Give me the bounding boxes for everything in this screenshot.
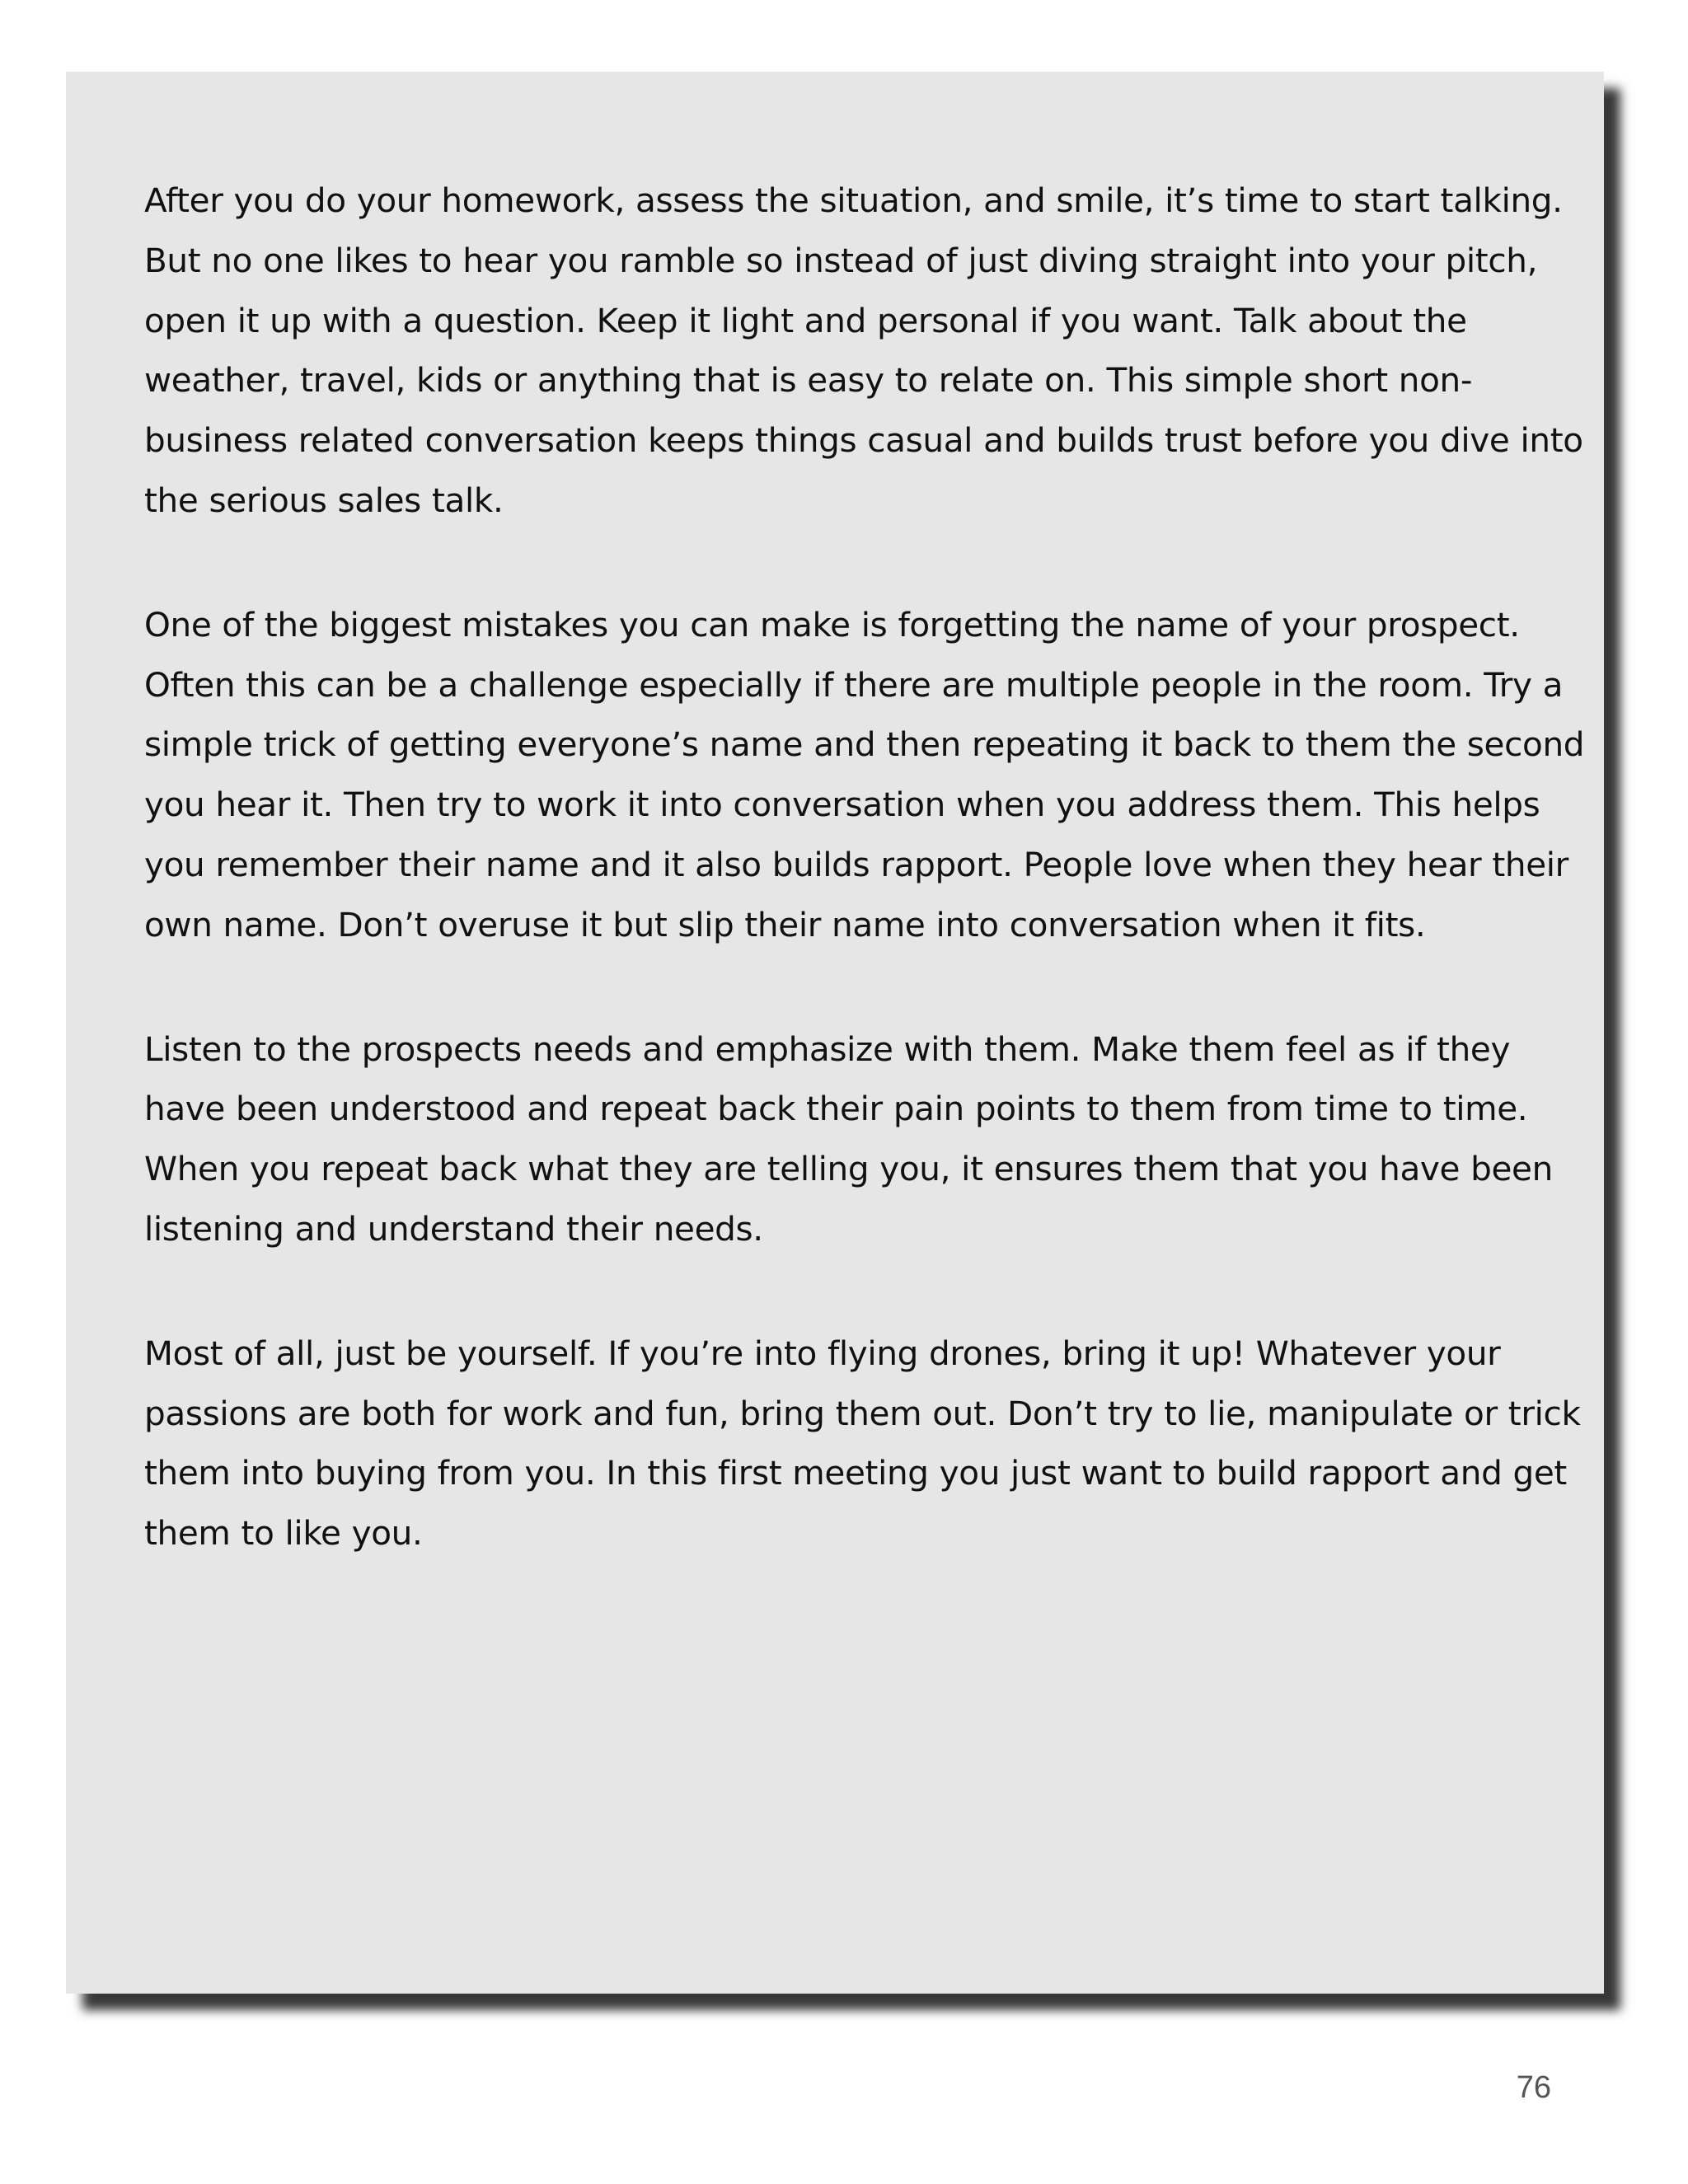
page-number: 76 [1516, 2070, 1551, 2105]
paragraph-4: Most of all, just be yourself. If you’re into flying drones, bring it up! Whatever your passions are both for work and fun, bring them out. Don’t try to lie, manipulate or trick them into buying from you. In this first meeting you just want to build rapport and get them to like you. [144, 1333, 1581, 1554]
paragraph-1: After you do your homework, assess the situation, and smile, it’s time to start talking. But no one likes to hear you ramble so instead of just diving straight into your pitch, open it up with a question. Keep it light and personal if you want. Talk about the weather, travel, kids or anything that is easy to relate on. This simple short non-business related conversation keeps things casual and builds trust before you dive into the serious sales talk. [144, 180, 1583, 520]
paragraph-2: One of the biggest mistakes you can make is forgetting the name of your prospect. Often this can be a challenge especially if there are multiple people in the room. Try a simple trick of getting everyone’s name and then repeating it back to them the second you hear it. Then try to work it into conversation when you address them. This helps you remember their name and it also builds rapport. People love when they hear their own name. Don’t overuse it but slip their name into conversation when it fits. [144, 604, 1585, 944]
page-content [144, 171, 1595, 1628]
page-panel [66, 72, 1604, 1994]
paragraph-3: Listen to the prospects needs and emphasize with them. Make them feel as if they have been understood and repeat back their pain points to them from time to time. When you repeat back what they are telling you, it ensures them that you have been listening and understand their needs. [144, 1029, 1553, 1249]
